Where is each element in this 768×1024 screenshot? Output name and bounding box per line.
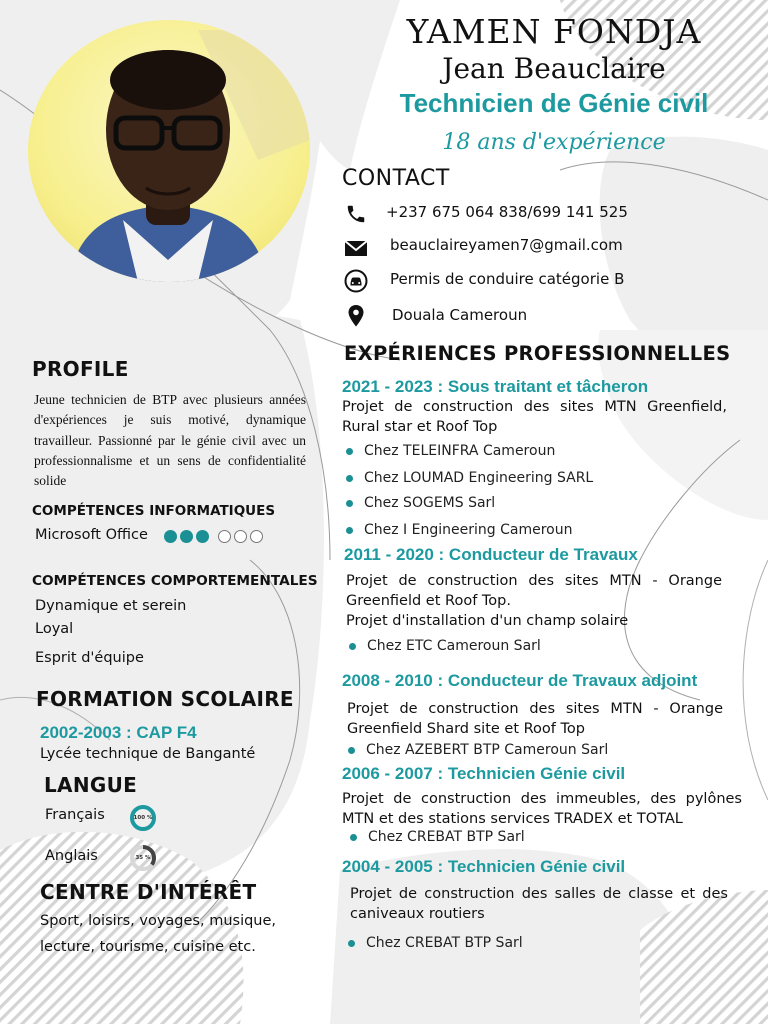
contact-license xyxy=(344,268,368,294)
soft-skill-item: Loyal xyxy=(35,621,74,637)
rating-dot-empty xyxy=(250,530,263,543)
interests-line: lecture, tourisme, cuisine etc. xyxy=(40,939,256,955)
employer-item xyxy=(346,443,555,459)
experience-entry-description: Projet de construction des sites MTN - Orange Greenfield Shard site et Roof Top xyxy=(347,701,723,737)
employer-name: Chez SOGEMS Sarl xyxy=(364,495,496,511)
job-title: Technicien de Génie civil xyxy=(399,88,709,118)
experience-entry-description: Projet d'installation d'un champ solaire xyxy=(346,613,629,629)
profile-photo xyxy=(28,20,310,282)
contact-license-text: Permis de conduire catégorie B xyxy=(390,270,625,288)
experience-entry-title: 2011 - 2020 : Conducteur de Travaux xyxy=(344,545,638,564)
experience-entry-description: Projet de construction des immeubles, des pylônes MTN et des stations services TRADEX et TOTAL xyxy=(342,791,742,827)
employer-item xyxy=(346,522,572,538)
contact-location xyxy=(344,303,368,329)
education-title: FORMATION SCOLAIRE xyxy=(36,687,294,711)
languages-title: LANGUE xyxy=(44,773,138,797)
employer-name: Chez CREBAT BTP Sarl xyxy=(368,829,525,845)
language-level-label: 35 % xyxy=(135,855,151,861)
employer-item xyxy=(346,495,495,511)
profile-title: PROFILE xyxy=(32,357,129,381)
first-name: Jean Beauclaire xyxy=(442,52,666,85)
soft-skill-item: Esprit d'équipe xyxy=(35,650,144,666)
email-icon xyxy=(344,236,368,260)
experience-entry-description: Projet de construction des salles de classe et des caniveaux routiers xyxy=(350,886,728,922)
employer-name: Chez I Engineering Cameroun xyxy=(364,522,573,538)
contact-email xyxy=(344,235,368,261)
experience-entry-title: 2021 - 2023 : Sous traitant et tâcheron xyxy=(342,377,649,396)
language-level-label: 100 % xyxy=(133,815,153,821)
phone-icon xyxy=(344,202,368,226)
contact-location-text: Douala Cameroun xyxy=(392,306,528,324)
rating-dot-empty xyxy=(234,530,247,543)
employer-item xyxy=(346,470,593,486)
language-level-ring xyxy=(129,844,157,872)
education-school: Lycée technique de Banganté xyxy=(40,746,256,762)
contact-phone xyxy=(344,201,368,227)
experience-entry-title: 2008 - 2010 : Conducteur de Travaux adjoint xyxy=(342,671,698,690)
employer-item xyxy=(349,638,541,654)
language-name: Français xyxy=(45,807,105,823)
education-period: 2002-2003 : CAP F4 xyxy=(40,723,197,742)
experience-entry-description: Projet de construction des sites MTN - Orange Greenfield et Roof Top. xyxy=(346,573,722,609)
car-icon xyxy=(344,269,368,293)
language-name: Anglais xyxy=(45,848,98,864)
contact-phone-text: +237 675 064 838/699 141 525 xyxy=(386,203,628,221)
language-level-ring xyxy=(129,804,157,832)
skill-label: Microsoft Office xyxy=(35,527,148,543)
soft-skill-item: Dynamique et serein xyxy=(35,598,187,614)
experience-entry-title: 2006 - 2007 : Technicien Génie civil xyxy=(342,764,626,783)
experience-entry-title: 2004 - 2005 : Technicien Génie civil xyxy=(342,857,626,876)
experience-title: EXPÉRIENCES PROFESSIONNELLES xyxy=(344,342,731,365)
soft-skills-title: COMPÉTENCES COMPORTEMENTALES xyxy=(32,573,318,589)
skill-rating xyxy=(164,530,263,543)
interests-line: Sport, loisirs, voyages, musique, xyxy=(40,913,277,929)
location-pin-icon xyxy=(344,304,368,328)
employer-name: Chez ETC Cameroun Sarl xyxy=(367,638,541,654)
contact-title: CONTACT xyxy=(342,166,450,191)
employer-name: Chez CREBAT BTP Sarl xyxy=(366,935,523,951)
contact-email-text: beauclaireyamen7@gmail.com xyxy=(390,236,623,254)
employer-name: Chez TELEINFRA Cameroun xyxy=(364,443,556,459)
employer-item xyxy=(348,742,608,758)
interests-title: CENTRE D'INTÉRÊT xyxy=(40,880,257,904)
rating-dot-filled xyxy=(164,530,177,543)
employer-name: Chez LOUMAD Engineering SARL xyxy=(364,470,594,486)
experience-entry-description: Projet de construction des sites MTN Greenfield, Rural star et Roof Top xyxy=(342,399,727,435)
employer-name: Chez AZEBERT BTP Cameroun Sarl xyxy=(366,742,609,758)
rating-dot-empty xyxy=(218,530,231,543)
experience-years: 18 ans d'expérience xyxy=(442,130,666,155)
rating-dot-filled xyxy=(180,530,193,543)
employer-item xyxy=(348,935,523,951)
computer-skills-title: COMPÉTENCES INFORMATIQUES xyxy=(32,503,276,519)
rating-dot-filled xyxy=(196,530,209,543)
last-name: YAMEN FONDJA xyxy=(406,12,702,51)
profile-text: Jeune technicien de BTP avec plusieurs années d'expériences je suis motivé, dynamique travailleur. Passionné par le génie civil avec un professionnalisme et un sens de confidentialité solide xyxy=(34,392,306,489)
employer-item xyxy=(350,829,525,845)
